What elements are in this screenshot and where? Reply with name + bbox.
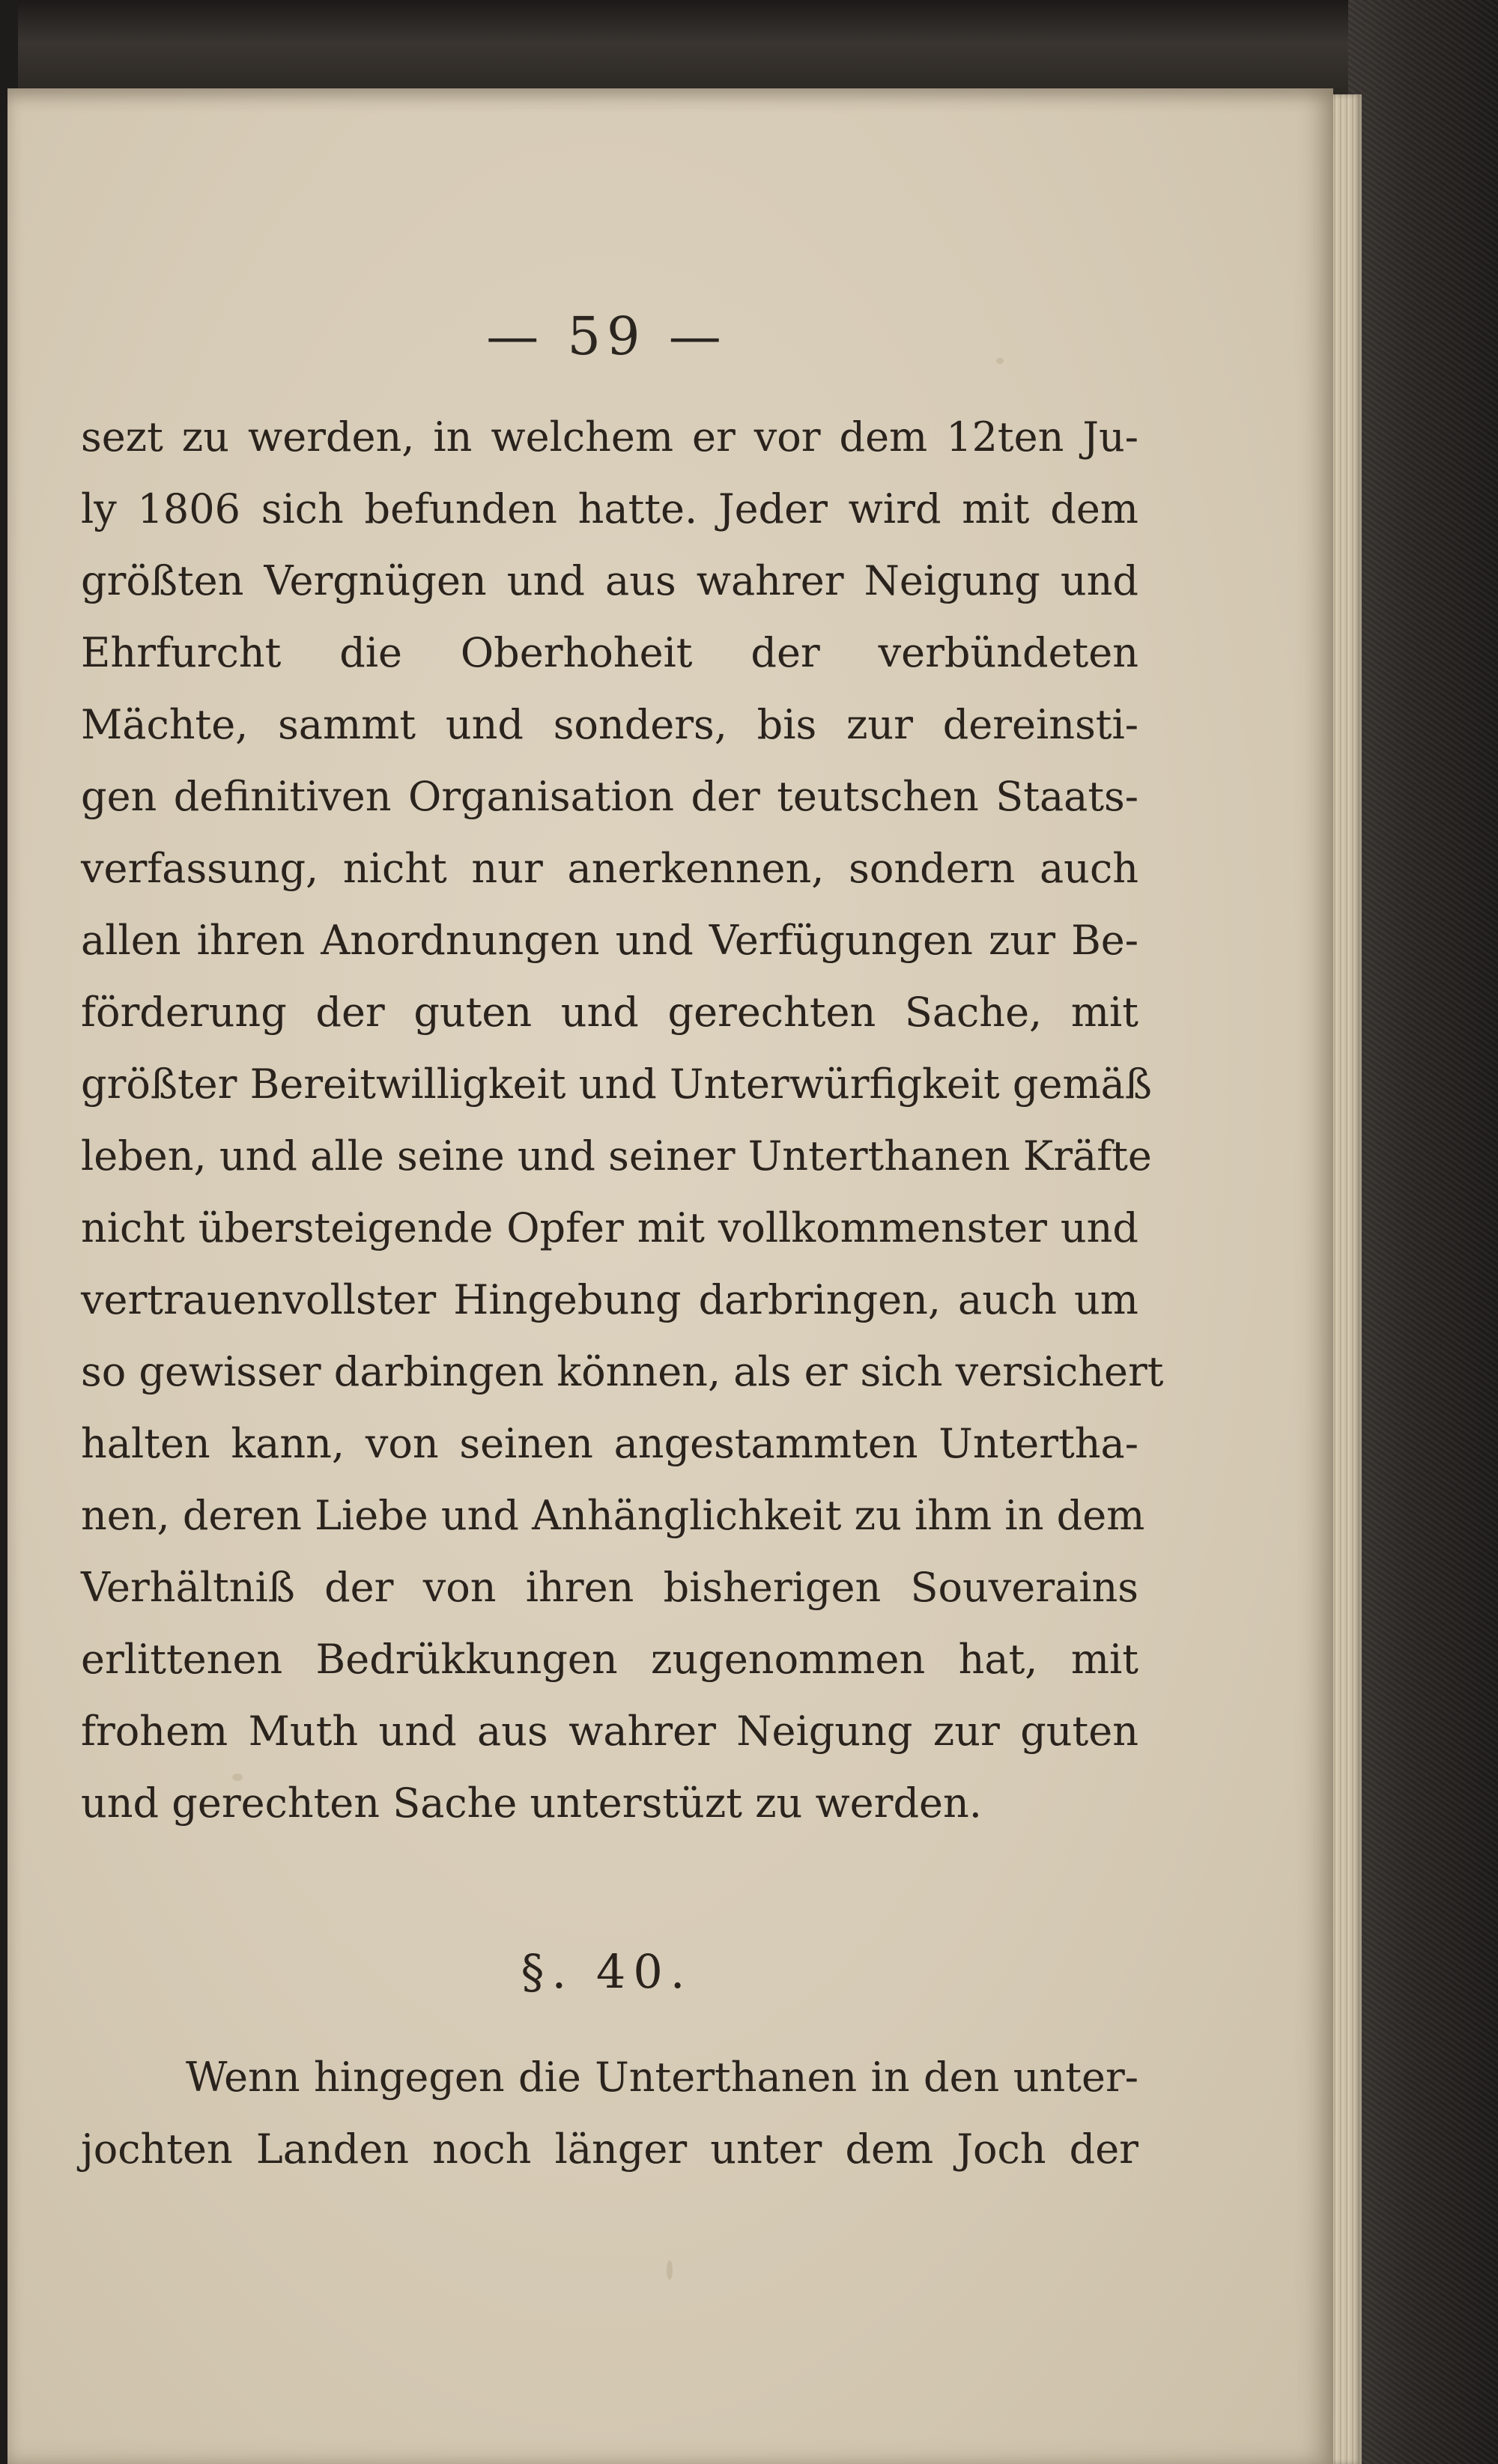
book-cover-edge [1348,0,1498,2464]
text-line: gen definitiven Organisation der teutschen Staats- [81,773,1138,820]
main-paragraph [81,401,1164,1839]
text-line: förderung der guten und gerechten Sache, mit [81,989,1138,1036]
page-number-header: — 59 — [486,306,727,367]
text-line: und gerechten Sache unterstüzt zu werden. [81,1779,982,1827]
section-heading: §. 40. [521,1944,693,1999]
text-line: größten Vergnügen und aus wahrer Neigung und [81,557,1138,604]
text-line: erlittenen Bedrükkungen zugenommen hat, mit [81,1636,1138,1683]
text-line: Wenn hingegen die Unterthanen in den unter- [186,2054,1138,2101]
text-line: leben, und alle seine und seiner Unterthanen Kräfte [81,1132,1152,1180]
book-page [7,88,1333,2464]
text-line: nicht übersteigende Opfer mit vollkommenster und [81,1204,1138,1251]
binding-top [0,0,1498,97]
text-line: so gewisser darbingen können, als er sich versichert [81,1348,1164,1395]
text-line: Verhältniß der von ihren bisherigen Souverains [81,1564,1138,1611]
text-line: Mächte, sammt und sonders, bis zur dereinsti- [81,701,1138,748]
text-line: nen, deren Liebe und Anhänglichkeit zu ihm in dem [81,1492,1145,1539]
text-line: halten kann, von seinen angestammten Untertha- [81,1420,1138,1467]
text-line: allen ihren Anordnungen und Verfügungen zur Be- [81,917,1138,964]
foxing-spot [667,2260,673,2280]
section-paragraph [81,2042,1138,2185]
text-line: jochten Landen noch länger unter dem Joch der [81,2125,1138,2173]
text-line: größter Bereitwilligkeit und Unterwürfigkeit gemäß [81,1060,1152,1108]
text-line: ly 1806 sich befunden hatte. Jeder wird mit dem [81,485,1138,532]
text-line: sezt zu werden, in welchem er vor dem 12ten Ju- [81,413,1138,461]
text-line: verfassung, nicht nur anerkennen, sondern auch [81,845,1138,892]
text-line: Ehrfurcht die Oberhoheit der verbündeten [81,629,1138,676]
text-line: vertrauenvollster Hingebung darbringen, auch um [81,1276,1138,1323]
text-line: frohem Muth und aus wahrer Neigung zur guten [81,1708,1138,1755]
